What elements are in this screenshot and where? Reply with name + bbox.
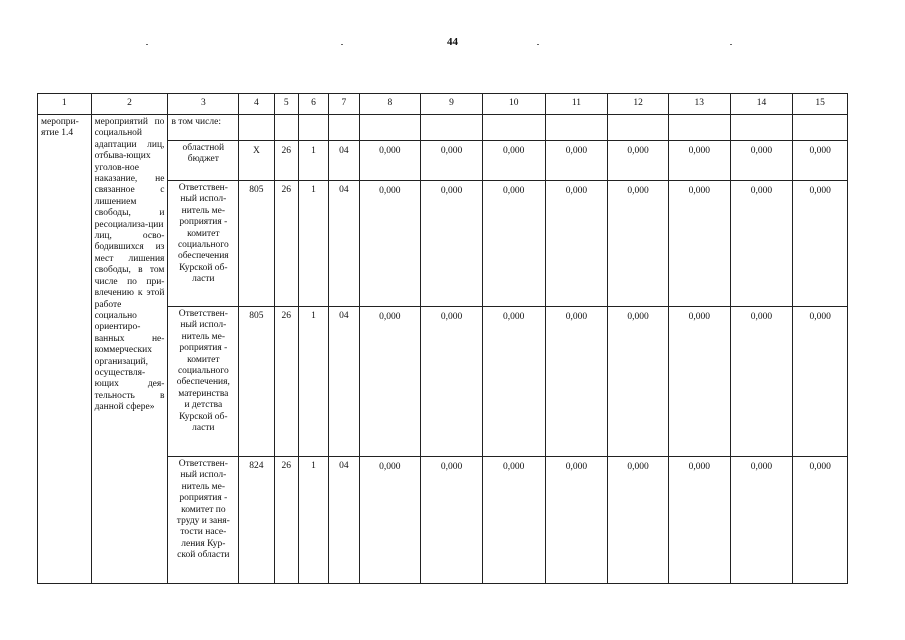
code-cell: 805 [239,181,274,307]
col-header: 15 [793,94,848,115]
code-cell [274,115,298,141]
code-cell: 04 [329,457,359,584]
value-cell: 0,000 [545,457,608,584]
page-number: 44 [447,36,458,48]
value-cell: 0,000 [482,181,545,307]
value-cell: 0,000 [668,457,730,584]
value-cell: 0,000 [482,457,545,584]
value-cell: 0,000 [482,307,545,457]
col-header: 6 [298,94,328,115]
activity-description-cell: мероприятий по социальной адаптации лиц, отбыва-ющих уголов-ное наказание, не связанное с лишением свободы, и ресоциализа-ции лиц, осво-бодившихся из мест лишения свободы, в том числе по при-влечению к этой работе социально ориентиро-ванных не-коммерческих организаций, осуществля-ющих дея-тельность в данной сфере» [91,115,168,584]
value-cell: 0,000 [793,457,848,584]
value-cell: 0,000 [608,307,669,457]
value-cell: 0,000 [545,181,608,307]
value-cell: 0,000 [608,181,669,307]
scan-speck [537,44,539,45]
value-cell [545,115,608,141]
value-cell [730,115,793,141]
scan-speck [730,44,732,45]
source-label-cell: Ответствен- ный испол- нитель ме- роприятия - комитет по труду и заня- тости насе- ления Кур- ской области [168,457,239,584]
code-cell [239,115,274,141]
value-cell: 0,000 [668,181,730,307]
source-label-cell: областной бюджет [168,141,239,181]
code-cell: 805 [239,307,274,457]
budget-table [37,93,848,584]
value-cell: 0,000 [668,141,730,181]
scan-speck [341,44,343,45]
code-cell: 04 [329,181,359,307]
table-row [38,115,848,141]
header-row [38,94,848,115]
code-cell: 26 [274,457,298,584]
value-cell: 0,000 [545,141,608,181]
code-cell: 26 [274,141,298,181]
code-cell [329,115,359,141]
col-header: 7 [329,94,359,115]
col-header: 1 [38,94,92,115]
value-cell: 0,000 [482,141,545,181]
code-cell: 1 [298,307,328,457]
code-cell: 824 [239,457,274,584]
col-header: 12 [608,94,669,115]
value-cell: 0,000 [359,307,421,457]
value-cell [793,115,848,141]
value-cell: 0,000 [730,141,793,181]
value-cell: 0,000 [421,181,483,307]
value-cell [421,115,483,141]
value-cell: 0,000 [608,457,669,584]
value-cell: 0,000 [730,457,793,584]
col-header: 2 [91,94,168,115]
value-cell: 0,000 [359,181,421,307]
source-label-cell: Ответствен- ный испол- нитель ме- роприятия - комитет социального обеспечения, материнства и детства Курской об- ласти [168,307,239,457]
code-cell: 1 [298,457,328,584]
value-cell: 0,000 [730,181,793,307]
col-header: 3 [168,94,239,115]
code-cell: 1 [298,181,328,307]
value-cell: 0,000 [359,141,421,181]
col-header: 8 [359,94,421,115]
value-cell: 0,000 [793,181,848,307]
value-cell [359,115,421,141]
code-cell: 26 [274,181,298,307]
col-header: 5 [274,94,298,115]
value-cell: 0,000 [793,141,848,181]
code-cell: 26 [274,307,298,457]
value-cell: 0,000 [421,141,483,181]
value-cell: 0,000 [421,307,483,457]
code-cell: X [239,141,274,181]
activity-number-cell: меропри- ятие 1.4 [38,115,92,584]
code-cell: 04 [329,141,359,181]
code-cell: 04 [329,307,359,457]
value-cell: 0,000 [608,141,669,181]
code-cell [298,115,328,141]
value-cell [482,115,545,141]
col-header: 4 [239,94,274,115]
source-label-cell: в том числе: [168,115,239,141]
value-cell: 0,000 [545,307,608,457]
col-header: 13 [668,94,730,115]
col-header: 11 [545,94,608,115]
scan-speck [146,44,148,45]
value-cell: 0,000 [421,457,483,584]
col-header: 10 [482,94,545,115]
source-label-cell: Ответствен- ный испол- нитель ме- роприятия - комитет социального обеспечения Курской об- ласти [168,181,239,307]
col-header: 9 [421,94,483,115]
code-cell: 1 [298,141,328,181]
col-header: 14 [730,94,793,115]
value-cell [608,115,669,141]
value-cell: 0,000 [793,307,848,457]
value-cell: 0,000 [668,307,730,457]
value-cell: 0,000 [730,307,793,457]
value-cell: 0,000 [359,457,421,584]
value-cell [668,115,730,141]
